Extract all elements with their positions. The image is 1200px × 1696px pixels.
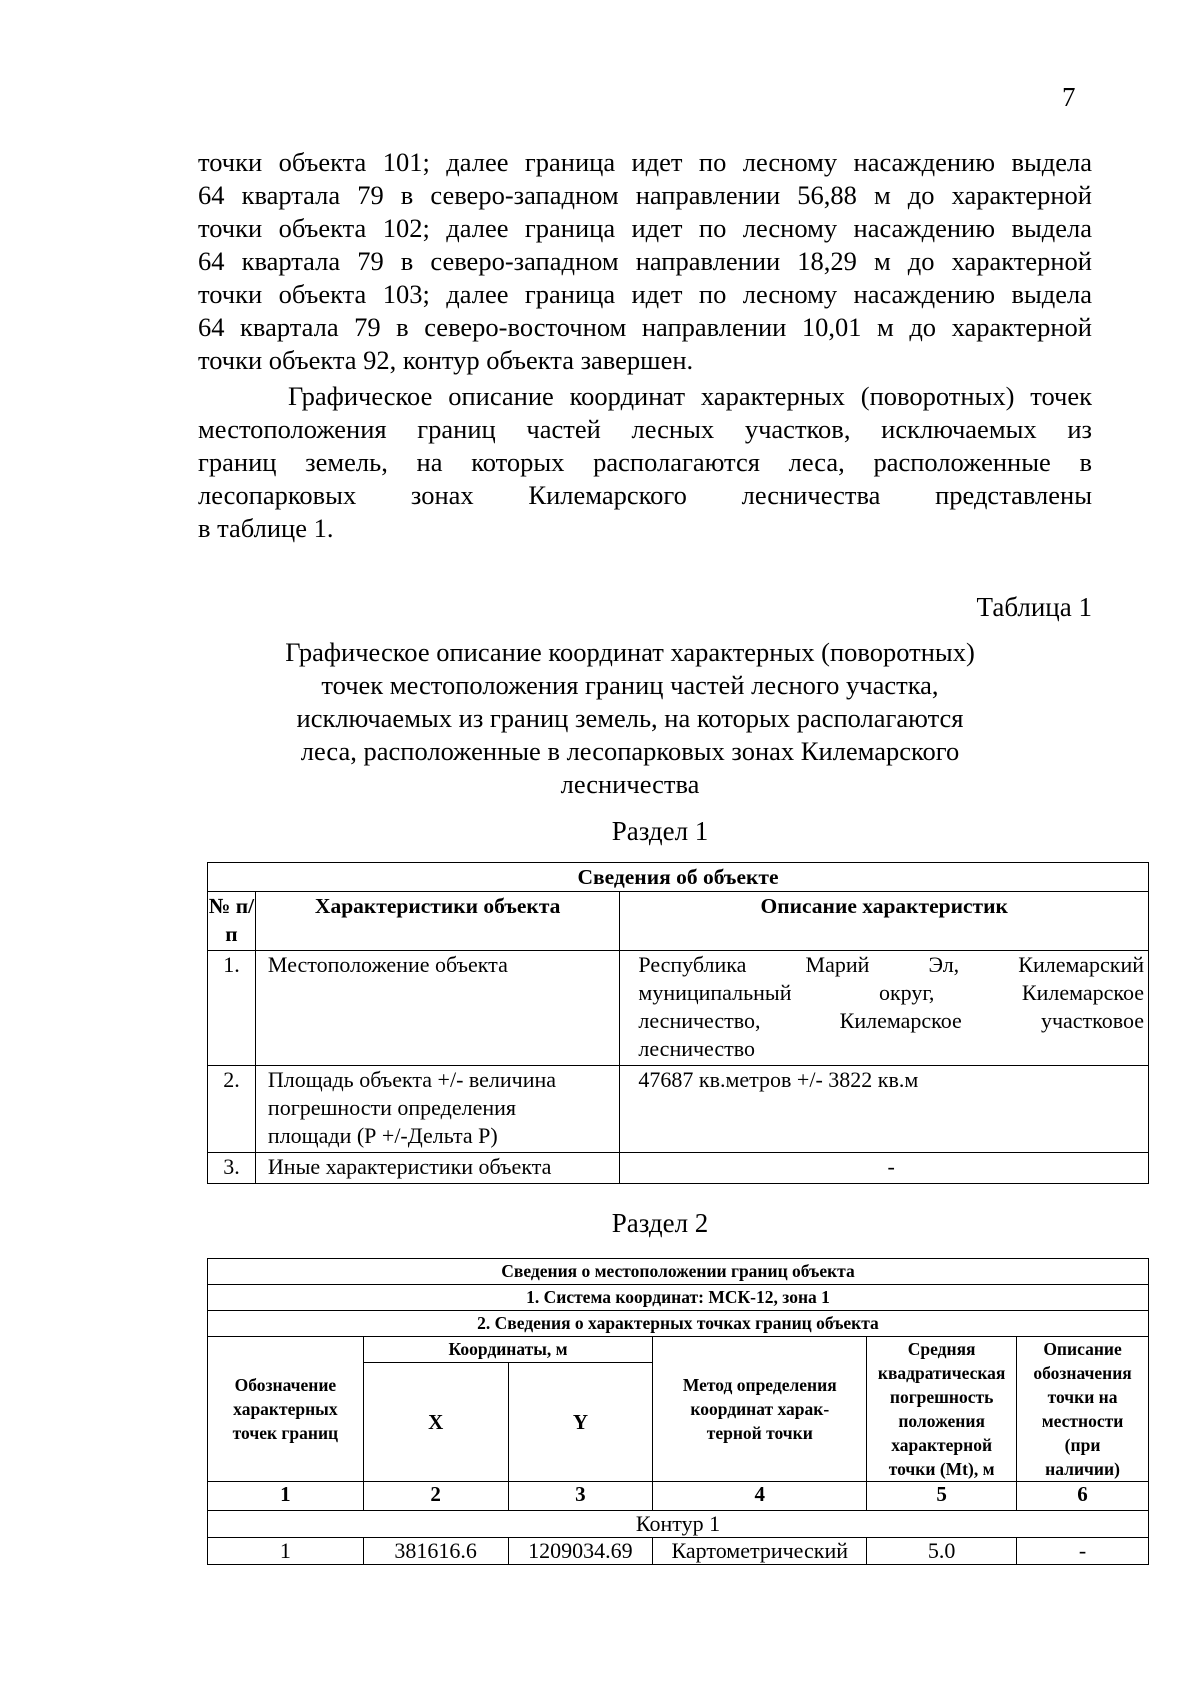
header-line: обозначения	[1033, 1363, 1132, 1383]
text-line: границ земель, на которых располагаются леса, расположенные в	[198, 447, 1092, 477]
coordinate-system-cell: 1. Система координат: МСК-12, зона 1	[208, 1285, 1149, 1311]
text-line: Графическое описание координат характерных (поворотных) точек	[288, 381, 1092, 411]
table-label: Таблица 1	[976, 592, 1092, 622]
table-row	[208, 1311, 1149, 1337]
text-line: точки объекта 101; далее граница идет по лесному насаждению выдела	[198, 147, 1092, 177]
header-line: терной точки	[706, 1423, 813, 1443]
characteristic-line: погрешности определения	[267, 1095, 517, 1120]
header-line: характерных	[233, 1399, 338, 1419]
text-line: местоположения границ частей лесных участков, исключаемых из	[198, 414, 1092, 444]
column-number: 1	[208, 1482, 364, 1511]
column-header-designation	[208, 1337, 364, 1482]
description-line: лесничество, Килемарское участковое	[638, 1008, 1144, 1033]
section-1-title: Раздел 1	[611, 816, 709, 846]
table-row	[208, 1511, 1149, 1538]
section-2-title: Раздел 2	[611, 1208, 709, 1238]
header-line: координат харак-	[690, 1399, 830, 1419]
characteristic-cell: Иные характеристики объекта	[255, 1153, 619, 1184]
column-number: 4	[653, 1482, 867, 1511]
description-line: Республика Марий Эл, Килемарский	[638, 952, 1144, 977]
table-row	[208, 892, 1149, 951]
column-header-coordinates: Координаты, м	[363, 1337, 653, 1363]
table-row	[208, 1538, 1149, 1565]
text-line: 64 квартала 79 в северо-западном направлении 56,88 м до характерной	[198, 180, 1092, 210]
column-number: 6	[1017, 1482, 1149, 1511]
table-row	[208, 951, 1149, 1066]
header-line: местности	[1041, 1411, 1124, 1431]
row-number: 2.	[208, 1066, 256, 1153]
description-cell: 47687 кв.метров +/- 3822 кв.м	[620, 1066, 1149, 1153]
column-header-description: Описание характеристик	[620, 892, 1149, 951]
column-number: 2	[363, 1482, 508, 1511]
description-line: муниципальный округ, Килемарское	[638, 980, 1144, 1005]
object-info-table	[207, 862, 1149, 1184]
text-line: лесопарковых зонах Килемарского лесничества представлены	[198, 480, 1092, 510]
table-title	[250, 636, 1010, 801]
characteristic-line: площади (Р +/-Дельта Р)	[267, 1123, 498, 1148]
column-header-characteristics: Характеристики объекта	[255, 892, 619, 951]
column-header-method	[653, 1337, 867, 1482]
header-line: точек границ	[232, 1423, 339, 1443]
column-number: 3	[508, 1482, 653, 1511]
header-line: Средняя	[907, 1339, 976, 1359]
header-line: точки на	[1047, 1387, 1118, 1407]
text-line: точки объекта 103; далее граница идет по лесному насаждению выдела	[198, 279, 1092, 309]
header-line: Описание	[1043, 1339, 1122, 1359]
header-line: положения	[898, 1411, 985, 1431]
row-number: 1.	[208, 951, 256, 1066]
text-line: в таблице 1.	[198, 513, 334, 543]
y-coordinate-cell: 1209034.69	[508, 1538, 653, 1565]
page-number: 7	[1062, 82, 1076, 112]
header-line: наличии)	[1045, 1459, 1120, 1479]
x-coordinate-cell: 381616.6	[363, 1538, 508, 1565]
characteristic-line: Площадь объекта +/- величина	[267, 1067, 557, 1092]
description-line: лесничество	[638, 1036, 755, 1061]
characteristic-cell	[255, 1066, 619, 1153]
text-line: точки объекта 102; далее граница идет по лесному насаждению выдела	[198, 213, 1092, 243]
column-header-y: Y	[508, 1363, 653, 1482]
table-row	[208, 1285, 1149, 1311]
points-header-cell: 2. Сведения о характерных точках границ объекта	[208, 1311, 1149, 1337]
header-line: характерной	[891, 1435, 993, 1455]
title-line: точек местоположения границ частей лесного участка,	[321, 670, 939, 700]
text-line: 64 квартала 79 в северо-западном направлении 18,29 м до характерной	[198, 246, 1092, 276]
row-number: 3.	[208, 1153, 256, 1184]
title-line: исключаемых из границ земель, на которых располагаются	[296, 703, 964, 733]
column-header-error	[867, 1337, 1017, 1482]
description-cell	[620, 951, 1149, 1066]
column-header-num: № п/п	[208, 892, 256, 951]
header-line: (при	[1064, 1435, 1101, 1455]
table-row	[208, 1066, 1149, 1153]
header-line: Метод определения	[682, 1375, 837, 1395]
contour-label: Контур 1	[208, 1511, 1149, 1538]
column-header-x: X	[363, 1363, 508, 1482]
table-row	[208, 1259, 1149, 1285]
table-row	[208, 863, 1149, 892]
text-line: точки объекта 92, контур объекта завершен.	[198, 345, 694, 375]
column-number: 5	[867, 1482, 1017, 1511]
boundary-points-table	[207, 1258, 1149, 1565]
table-row	[208, 1337, 1149, 1363]
characteristic-cell: Местоположение объекта	[255, 951, 619, 1066]
table-header-cell: Сведения об объекте	[208, 863, 1149, 892]
header-line: квадратическая	[877, 1363, 1006, 1383]
table-header-cell: Сведения о местоположении границ объекта	[208, 1259, 1149, 1285]
title-line: лесничества	[560, 769, 700, 799]
title-line: Графическое описание координат характерных (поворотных)	[285, 637, 975, 667]
table-row	[208, 1482, 1149, 1511]
header-line: погрешность	[889, 1387, 994, 1407]
text-line: 64 квартала 79 в северо-восточном направлении 10,01 м до характерной	[198, 312, 1092, 342]
paragraph-table-reference	[198, 380, 1092, 545]
note-cell: -	[1017, 1538, 1149, 1565]
method-cell: Картометрический	[653, 1538, 867, 1565]
table-row	[208, 1153, 1149, 1184]
description-cell: -	[620, 1153, 1149, 1184]
error-cell: 5.0	[867, 1538, 1017, 1565]
header-line: Обозначение	[234, 1375, 337, 1395]
point-designation-cell: 1	[208, 1538, 364, 1565]
title-line: леса, расположенные в лесопарковых зонах Килемарского	[300, 736, 960, 766]
paragraph-boundary-description	[198, 146, 1092, 377]
column-header-note	[1017, 1337, 1149, 1482]
header-line: точки (Mt), м	[888, 1459, 995, 1479]
